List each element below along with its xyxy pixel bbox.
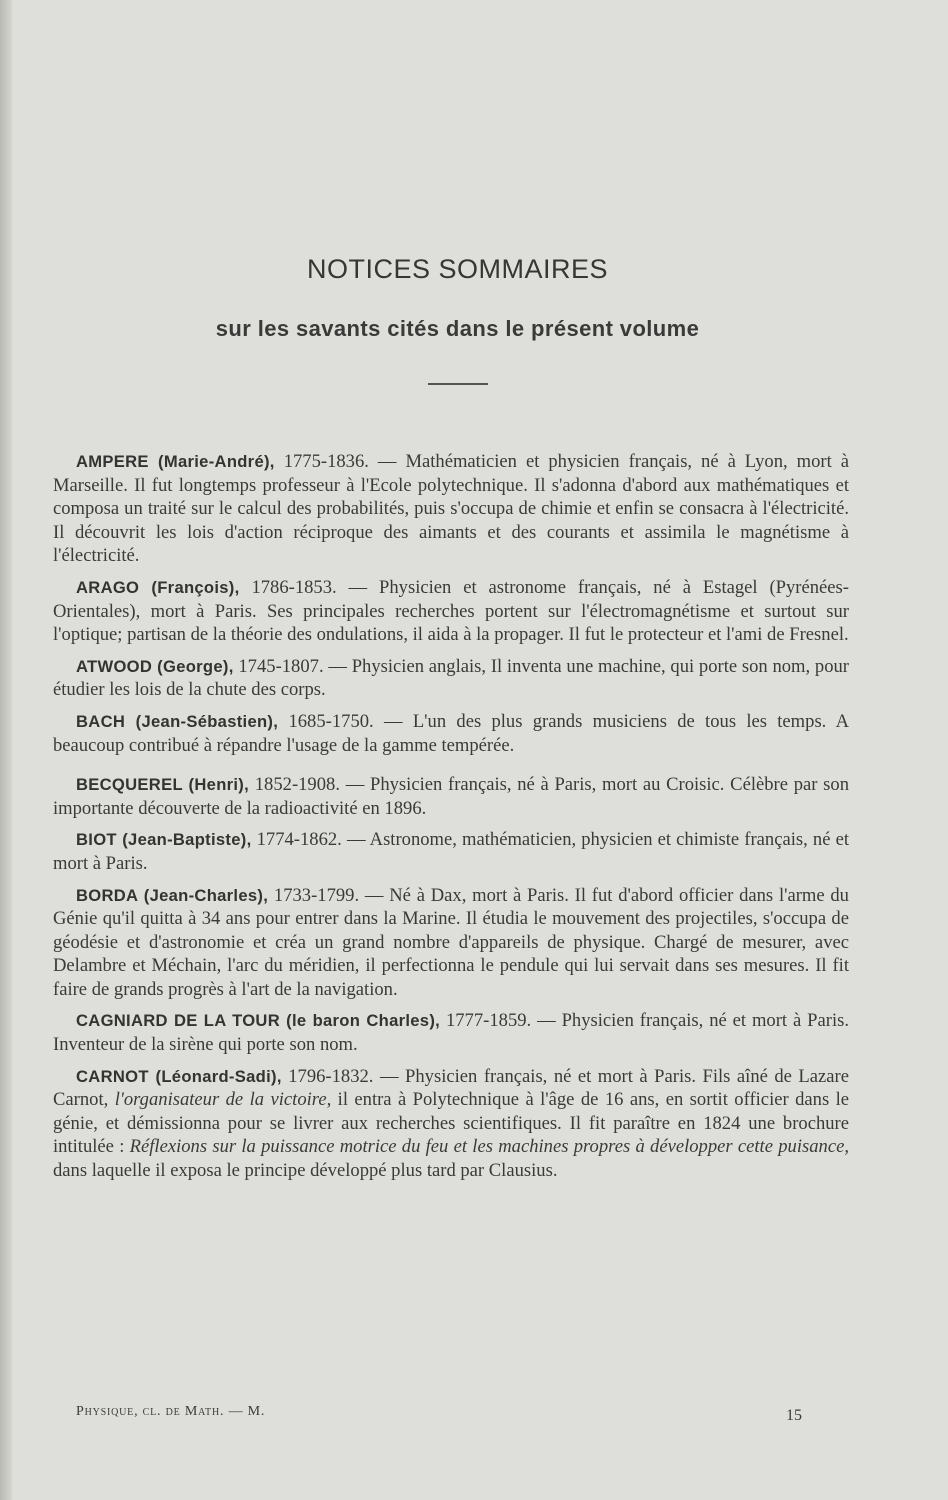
entry-name: BACH (Jean-Sébastien), xyxy=(76,711,279,731)
page-spine-shadow xyxy=(0,0,12,1500)
page-title: NOTICES SOMMAIRES xyxy=(306,254,609,284)
entry-text: 1796-1832. — Physicien français, né et mort à Paris. Fils aîné de Lazare Carnot, xyxy=(53,1065,849,1111)
entry-name: CAGNIARD DE LA TOUR (le baron Charles), xyxy=(76,1011,441,1031)
entry-bach xyxy=(53,710,849,757)
entry-carnot xyxy=(53,1065,849,1183)
entry-italic-text: Réflexions sur la puissance motrice du feu et les machines propres à développer cette puisance, xyxy=(129,1136,849,1158)
entry-name: CARNOT (Léonard-Sadi), xyxy=(76,1066,282,1086)
entry-name: ARAGO (François), xyxy=(76,577,240,597)
notices-body xyxy=(53,450,849,1191)
page-number: 15 xyxy=(786,1407,802,1424)
entry-text: 1852-1908. — Physicien français, né à Paris, mort au Croisic. Célèbre par son importante découverte de la radioactivité en 1896. xyxy=(53,774,849,819)
entry-text: 1774-1862. — Astronome, mathématicien, physicien et chimiste français, né et mort à Paris. xyxy=(53,829,849,874)
entry-text: 1775-1836. — Mathématicien et physicien français, né à Lyon, mort à Marseille. Il fut longtemps professeur à l'Ecole polytechnique. Il s'adonna d'abord aux mathématiques et composa un traité sur le calcul des probabilités, puis s'occupa de chimie et enfin se consacra à l'électricité. Il découvrit les lois d'action réciproque des aimants et des courants et assimila le magnétisme à l'électricité. xyxy=(53,451,849,567)
entry-biot xyxy=(53,828,849,875)
entry-text: il entra à Polytechnique à l'âge de 16 ans, en sortit officier dans le génie, et démissionna pour se livrer aux recherches scientifiques. Il fit paraître en 1824 une brochure intitulée : xyxy=(53,1089,850,1158)
entry-italic-text: l'organisateur de la victoire, xyxy=(114,1089,332,1111)
entry-becquerel xyxy=(53,773,849,820)
entry-borda xyxy=(53,884,849,1002)
entry-name: BIOT (Jean-Baptiste), xyxy=(76,830,252,850)
footer-label: Physique, cl. de Math. — M. xyxy=(76,1404,266,1419)
entry-text: 1733-1799. — Né à Dax, mort à Paris. Il fut d'abord officier dans l'arme du Génie qu'il quitta à 34 ans pour entrer dans la Marine. Il étudia le mouvement des projectiles, s'occupa de géodésie et d'astronomie et créa un grand nombre d'appareils de physique. Chargé de mesurer, avec Delambre et Méchain, l'arc du méridien, il perfectionna le pendule qui lui servait dans ses mesures. Il fit faire de grands progrès à l'art de la navigation. xyxy=(53,884,849,1000)
entry-ampere xyxy=(53,450,849,568)
entry-text: 1745-1807. — Physicien anglais, Il inventa une machine, qui porte son nom, pour étudier les lois de la chute des corps. xyxy=(53,655,849,701)
entry-arago xyxy=(53,576,849,647)
page-subtitle: sur les savants cités dans le présent volume xyxy=(215,316,700,341)
entry-name: AMPERE (Marie-André), xyxy=(76,452,275,471)
entry-atwood xyxy=(53,655,849,702)
entry-text: 1786-1853. — Physicien et astronome français, né à Estagel (Pyrénées-Orientales), mort à Paris. Ses principales recherches portent sur l'électromagnétisme et surtout sur l'optique; partisan de la théorie des ondulations, il aida à la propager. Il fut le protecteur et l'ami de Fresnel. xyxy=(53,576,849,646)
entry-name: BECQUEREL (Henri), xyxy=(76,775,250,795)
entry-text: 1685-1750. — L'un des plus grands musiciens de tous les temps. A beaucoup contribué à répandre l'usage de la gamme tempérée. xyxy=(53,710,850,756)
entry-text: dans laquelle il exposa le principe développé plus tard par Clausius. xyxy=(53,1160,558,1182)
entry-name: BORDA (Jean-Charles), xyxy=(76,885,269,905)
entry-cagniard xyxy=(53,1009,849,1056)
entry-name: ATWOOD (George), xyxy=(76,656,234,676)
entry-text: 1777-1859. — Physicien français, né et mort à Paris. Inventeur de la sirène qui porte son nom. xyxy=(53,1010,849,1056)
title-divider xyxy=(428,383,488,385)
